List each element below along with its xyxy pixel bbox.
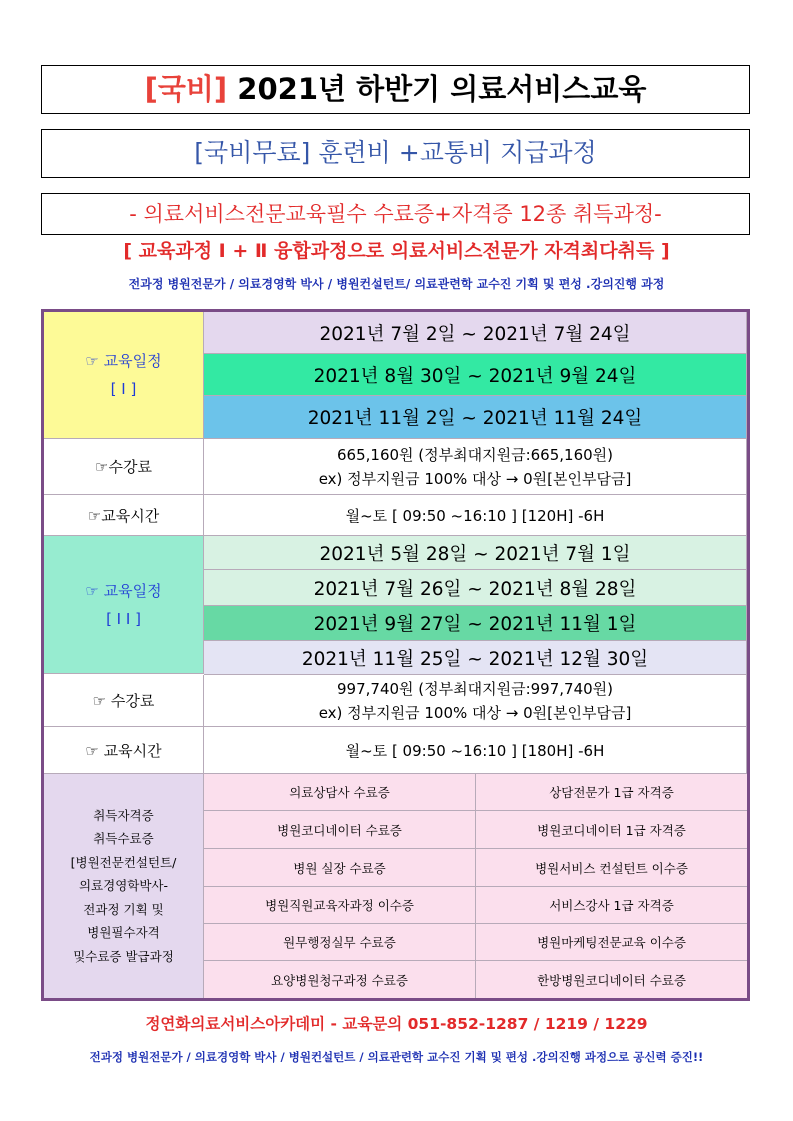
cert-item: 서비스강사 1급 자격증 xyxy=(476,887,747,924)
cert-item: 상담전문가 1급 자격증 xyxy=(476,774,747,811)
course2-date-2: 2021년 7월 26일 ~ 2021년 8월 28일 xyxy=(204,570,747,606)
course1-label-top: ☞ 교육일정 xyxy=(85,352,162,370)
cert-label-line: 병원필수자격 xyxy=(87,925,160,941)
course1-date-2: 2021년 8월 30일 ~ 2021년 9월 24일 xyxy=(204,354,747,396)
course1-date-3: 2021년 11월 2일 ~ 2021년 11월 24일 xyxy=(204,396,747,439)
course1-fee-label: ☞수강료 xyxy=(44,439,204,495)
course2-fee-amount: 997,740원 (정부최대지원금:997,740원) xyxy=(337,679,613,698)
course2-date-4: 2021년 11월 25일 ~ 2021년 12월 30일 xyxy=(204,641,747,675)
cert-label-line: 취득수료증 xyxy=(93,831,154,847)
cert-item: 병원코디네이터 1급 자격증 xyxy=(476,811,747,849)
cert-item: 병원 실장 수료증 xyxy=(204,849,476,887)
combined-course-line: [ 교육과정 Ⅰ + Ⅱ 융합과정으로 의료서비스전문가 자격최다취득 ] xyxy=(123,240,670,262)
subtitle-box xyxy=(41,129,750,178)
contact-line: 정연화의료서비스아카데미 - 교육문의 051-852-1287 / 1219 / 1229 xyxy=(145,1015,648,1033)
cert-item: 병원코디네이터 수료증 xyxy=(204,811,476,849)
title-text: 2021년 하반기 의료서비스교육 xyxy=(227,72,647,106)
course2-time: 월~토 [ 09:50 ~16:10 ] [180H] -6H xyxy=(204,727,747,774)
course-note-text: - 의료서비스전문교육필수 수료증+자격증 12종 취득과정- xyxy=(129,202,662,226)
course1-label-bottom: [ Ⅰ ] xyxy=(110,380,137,398)
course1-label xyxy=(44,312,204,439)
schedule-table xyxy=(41,309,750,1001)
course1-fee-amount: 665,160원 (정부최대지원금:665,160원) xyxy=(337,445,613,464)
course2-label-bottom: [ Ⅰ Ⅰ ] xyxy=(106,609,141,628)
cert-item: 의료상담사 수료증 xyxy=(204,774,476,811)
cert-item: 원무행정실무 수료증 xyxy=(204,924,476,961)
subtitle-text: [국비무료] 훈련비 +교통비 지급과정 xyxy=(194,138,597,167)
course1-fee xyxy=(204,439,747,495)
course1-fee-note: ex) 정부지원금 100% 대상 → 0원[본인부담금] xyxy=(318,469,632,488)
course2-time-label: ☞ 교육시간 xyxy=(44,727,204,774)
course2-fee xyxy=(204,675,747,727)
cert-item: 병원마케팅전문교육 이수증 xyxy=(476,924,747,961)
course2-label-top: ☞ 교육일정 xyxy=(85,581,162,600)
course2-date-1: 2021년 5월 28일 ~ 2021년 7월 1일 xyxy=(204,536,747,570)
course2-label xyxy=(44,536,204,674)
course2-fee-label: ☞ 수강료 xyxy=(44,675,204,727)
cert-item: 요양병원청구과정 수료증 xyxy=(204,961,476,998)
cert-item: 병원서비스 컨설턴트 이수증 xyxy=(476,849,747,887)
cert-label-line: 전과정 기획 및 xyxy=(83,901,164,917)
page-title xyxy=(41,65,750,114)
cert-label-line: 의료경영학박사- xyxy=(78,878,169,894)
cert-item: 한방병원코디네이터 수료증 xyxy=(476,961,747,998)
cert-label-line: 취득자격증 xyxy=(93,807,154,823)
title-tag: [국비] xyxy=(144,72,228,106)
cert-label-line: 및수료증 발급과정 xyxy=(73,948,174,964)
course2-date-3: 2021년 9월 27일 ~ 2021년 11월 1일 xyxy=(204,606,747,641)
instructors-line: 전과정 병원전문가 / 의료경영학 박사 / 병원컨설턴트/ 의료관련학 교수진 기획 및 편성 .강의진행 과정 xyxy=(128,277,665,291)
cert-label xyxy=(44,774,204,998)
course2-fee-note: ex) 정부지원금 100% 대상 → 0원[본인부담금] xyxy=(318,703,632,722)
course1-date-1: 2021년 7월 2일 ~ 2021년 7월 24일 xyxy=(204,312,747,354)
cert-item: 병원직원교육자과정 이수증 xyxy=(204,887,476,924)
course1-time: 월~토 [ 09:50 ~16:10 ] [120H] -6H xyxy=(204,495,747,536)
footer-note: 전과정 병원전문가 / 의료경영학 박사 / 병원컨설턴트 / 의료관련학 교수진 기획 및 편성 .강의진행 과정으로 공신력 증진!! xyxy=(89,1050,704,1064)
course1-time-label: ☞교육시간 xyxy=(44,495,204,536)
cert-label-line: [병원전문컨설턴트/ xyxy=(70,854,177,870)
course-note-box xyxy=(41,193,750,235)
